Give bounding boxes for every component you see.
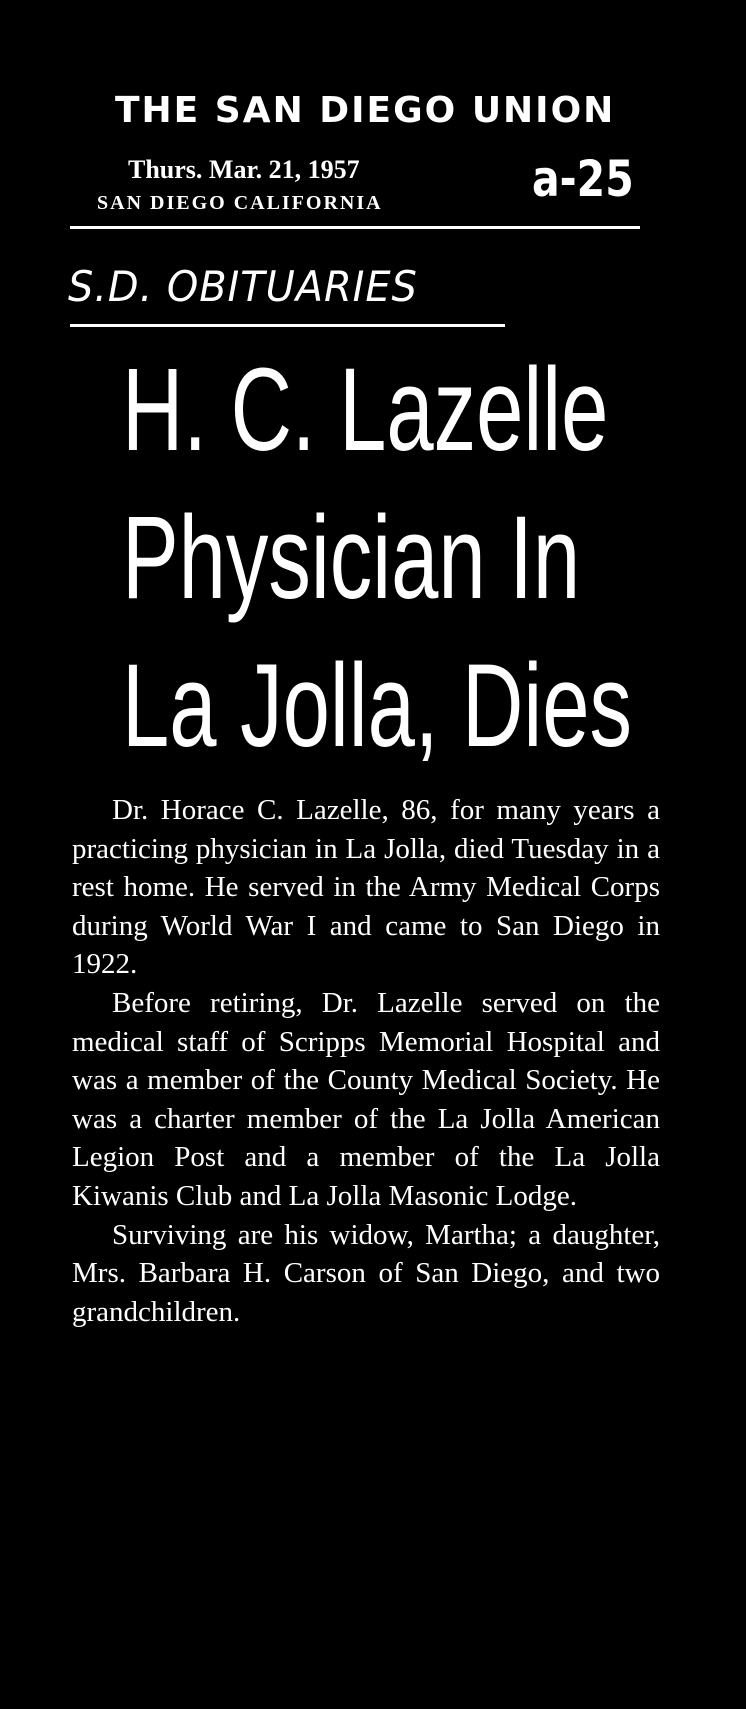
article-paragraph: Dr. Horace C. Lazelle, 86, for many years a practicing physician in La Jolla, died Tuesday in a rest home. He served in the Army Medical Corps during World War I and came to San Diego in 1922. [72, 794, 660, 981]
dateline-location: SAN DIEGO CALIFORNIA [97, 192, 383, 214]
newspaper-name: THE SAN DIEGO UNION [115, 90, 616, 131]
headline [122, 336, 633, 780]
section-divider [70, 324, 505, 327]
headline-line: H. C. Lazelle [122, 344, 609, 476]
headline-line: Physician In [122, 492, 581, 624]
issue-date: Thurs. Mar. 21, 1957 [128, 155, 360, 184]
article-body [72, 791, 660, 1331]
article-paragraph: Before retiring, Dr. Lazelle served on the medical staff of Scripps Memorial Hospital and was a member of the County Medical Society. He was a charter member of the La Jolla American Legion Post and a member of the La Jolla Kiwanis Club and La Jolla Masonic Lodge. [72, 986, 660, 1212]
masthead-divider [70, 226, 640, 229]
article-paragraph: Surviving are his widow, Martha; a daughter, Mrs. Barbara H. Carson of San Diego, and two grandchildren. [72, 1218, 660, 1328]
page-number: a-25 [532, 150, 634, 208]
section-title: S.D. OBITUARIES [68, 262, 418, 311]
headline-line: La Jolla, Dies [122, 640, 633, 772]
